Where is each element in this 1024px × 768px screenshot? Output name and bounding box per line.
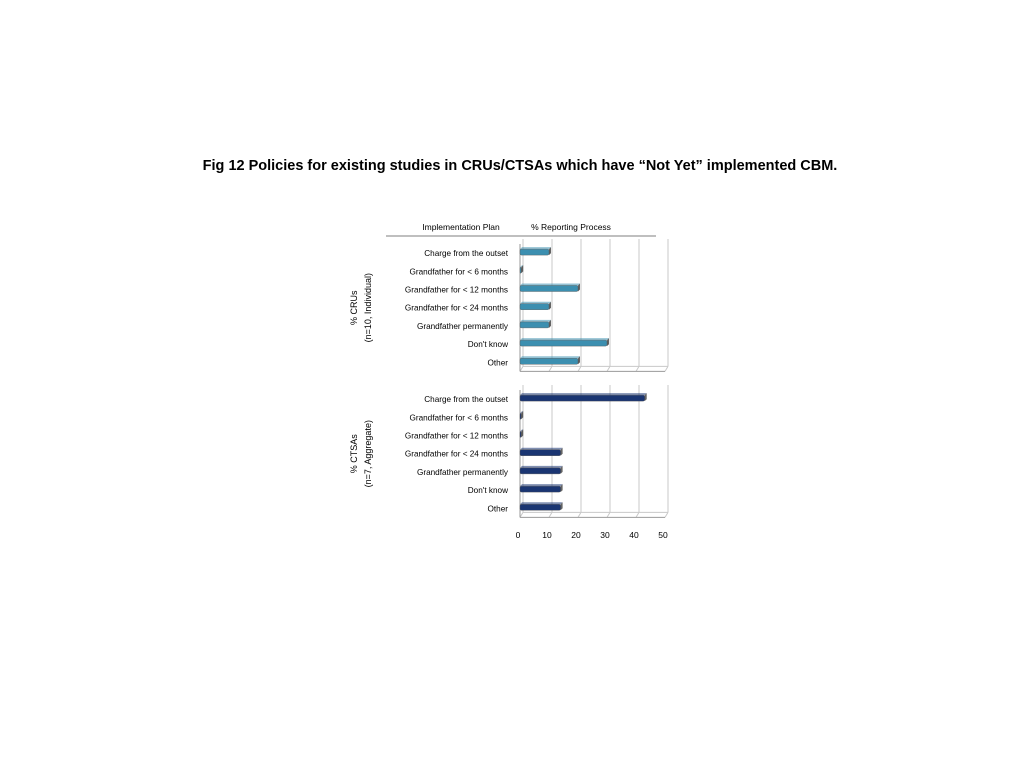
panel-label: % CRUs	[349, 290, 359, 325]
floor-line	[578, 512, 581, 517]
bar	[520, 249, 549, 255]
bar	[520, 486, 561, 492]
floor-line	[636, 512, 639, 517]
category-label: Don't know	[467, 486, 508, 496]
bar-top	[520, 247, 551, 249]
panel-sublabel: (n=10, Individual)	[363, 273, 373, 343]
category-label: Grandfather permanently	[416, 467, 508, 477]
category-label: Charge from the outset	[424, 249, 508, 259]
bar	[520, 358, 578, 364]
bar-top	[520, 284, 580, 286]
x-tick-label: 10	[542, 530, 552, 540]
category-label: Other	[487, 358, 508, 368]
floor-line	[578, 366, 581, 371]
bar	[520, 286, 578, 292]
bar	[520, 413, 521, 419]
category-label: Grandfather for < 12 months	[404, 431, 508, 441]
floor-line	[607, 366, 610, 371]
bar	[520, 432, 521, 438]
bar	[520, 340, 607, 346]
header-percent-reporting: % Reporting Process	[531, 222, 611, 232]
chart-panels	[349, 239, 668, 517]
bar	[520, 267, 521, 273]
bar-top	[520, 302, 551, 304]
x-tick-label: 40	[629, 530, 639, 540]
bar-top	[520, 356, 580, 358]
floor-line	[549, 512, 552, 517]
category-label: Other	[487, 504, 508, 514]
panel-label: % CTSAs	[349, 434, 359, 474]
category-label: Charge from the outset	[424, 395, 508, 405]
category-label: Don't know	[467, 340, 508, 350]
floor-line	[636, 366, 639, 371]
panel-crus	[349, 239, 668, 371]
bar	[520, 468, 561, 474]
panel-ctsas	[349, 385, 668, 517]
floor-line	[549, 366, 552, 371]
bar-top	[520, 484, 563, 486]
bar	[520, 450, 561, 456]
bar-top	[520, 466, 563, 468]
bar	[520, 395, 645, 401]
bar	[520, 504, 561, 510]
bar	[520, 322, 549, 328]
category-label: Grandfather for < 12 months	[404, 285, 508, 295]
category-label: Grandfather for < 24 months	[404, 303, 508, 313]
bar-top	[520, 502, 563, 504]
panel-sublabel: (n=7, Aggregate)	[363, 420, 373, 488]
x-tick-label: 30	[600, 530, 610, 540]
bar-top	[520, 320, 551, 322]
bar-top	[520, 393, 647, 395]
bar-top	[520, 448, 563, 450]
floor-line	[607, 512, 610, 517]
x-tick-label: 0	[515, 530, 521, 540]
x-tick-label: 20	[571, 530, 581, 540]
category-label: Grandfather for < 24 months	[404, 449, 508, 459]
bar-top	[520, 338, 609, 340]
category-label: Grandfather for < 6 months	[409, 413, 508, 423]
x-tick-label: 50	[658, 530, 668, 540]
floor-line	[665, 366, 668, 371]
category-label: Grandfather permanently	[416, 321, 508, 331]
figure-title: Fig 12 Policies for existing studies in CRUs/CTSAs which have “Not Yet” implemented CBM.	[202, 158, 838, 174]
table-header	[386, 222, 656, 236]
bar	[520, 304, 549, 310]
x-axis	[516, 530, 668, 540]
header-implementation-plan: Implementation Plan	[422, 222, 500, 232]
category-label: Grandfather for < 6 months	[409, 267, 508, 277]
floor-line	[665, 512, 668, 517]
